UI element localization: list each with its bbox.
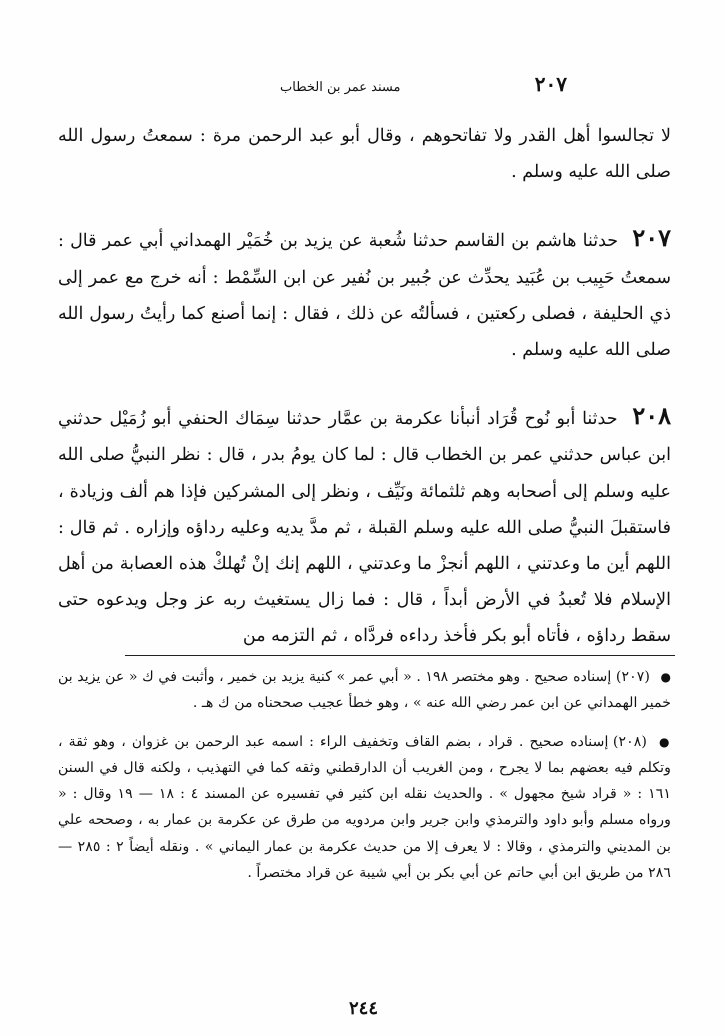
hadith-208-number: ٢٠٨ [632,401,671,431]
header-page-number: ٢٠٧ [534,72,567,96]
hadith-208-paragraph [58,398,671,654]
bullet-icon: ● [658,734,671,749]
footnote-208 [58,729,671,887]
page-header [280,72,567,96]
footnotes [58,664,671,886]
main-text [58,118,671,655]
running-title: مسند عمر بن الخطاب [280,80,401,95]
hadith-208-text: حدثنا أبو نُوح قُرَاد أنبأنا عكرمة بن عمَّار حدثنا سِمَاك الحنفي أبو زُمَيْل حدثني ابن عباس حدثني عمر بن الخطاب قال : لما كان يومُ بدر ، قال : نظر النبيُّ صلى الله عليه وسلم إلى أصحابه وهم ثلثمائة ونَيِّف ، ونظر إلى المشركين فإذا هم ألف وزيادة ، فاستقبلَ النبيُّ صلى الله عليه وسلم القبلة ، ثم مدَّ يديه وعليه رداؤه وإزاره . ثم قال : اللهم أين ما وعدتني ، اللهم أنجزْ ما وعدتني ، اللهم إنك إنْ تُهلكْ هذه العصابة من أهل الإسلام فلا تُعبدُ في الأرض أبداً ، قال : فما زال يستغيث ربه عز وجل ويدعوه حتى سقط رداؤه ، فأتاه أبو بكر فأخذ رداءه فردَّاه ، ثم التزمه من [58,409,671,647]
bullet-icon: ● [660,670,671,684]
footnote-207 [58,664,671,717]
hadith-207-paragraph [58,220,671,368]
intro-paragraph: لا تجالسوا أهل القدر ولا تفاتحوهم ، وقال أبو عبد الرحمن مرة : سمعتُ رسول الله صلى الله عليه وسلم . [58,126,671,183]
footnote-207-text: (٢٠٧) إسناده صحيح . وهو مختصر ١٩٨ . « أبي عمر » كنية يزيد بن خمير ، وأثبت في ك « عن يزيد بن خمير الهمداني عن ابن عمر رضي الله عنه » ، وهو خطأ عجيب صححناه من ك هـ . [58,669,671,712]
hadith-207-number: ٢٠٧ [632,223,671,253]
footnote-208-text: (٢٠٨) إسناده صحيح . قراد ، بضم القاف وتخفيف الراء : اسمه عبد الرحمن بن غزوان ، وهو ثقة ، وتكلم فيه بعضهم بما لا يجرح ، ومن الغريب أن الدارقطني وثقه كما في التهذيب ، ولكنه قال في السنن ١٦١ : « قراد شيخ مجهول » . والحديث نقله ابن كثير في تفسيره عن المسند ٤ : ١٨ — ١٩ وقال : « ورواه مسلم وأبو داود والترمذي وابن جرير وابن مردويه من طرق عن عكرمة بن عمار به ، وصححه علي بن المديني والترمذي ، وقالا : لا يعرف إلا من حديث عكرمة بن عمار اليماني » . ونقله أيضاً ٢ : ٢٨٥ — ٢٨٦ من طريق ابن أبي حاتم عن أبي بكر بن أبي شيبة عن قراد مختصراً . [58,733,672,882]
footnote-divider [125,655,675,656]
footer-page-number: ٢٤٤ [348,998,378,1019]
hadith-207-text: حدثنا هاشم بن القاسم حدثنا شُعبة عن يزيد بن خُمَيْر الهمداني أبي عمر قال : سمعتُ حَبِيب بن عُبَيد يحدِّث عن جُبير بن نُفير عن ابن السِّمْط : أنه خرج مع عمر إلى ذي الحليفة ، فصلى ركعتين ، فسألتُه عن ذلك ، فقال : إنما أصنع كما رأيتُ رسول الله صلى الله عليه وسلم . [58,231,671,361]
